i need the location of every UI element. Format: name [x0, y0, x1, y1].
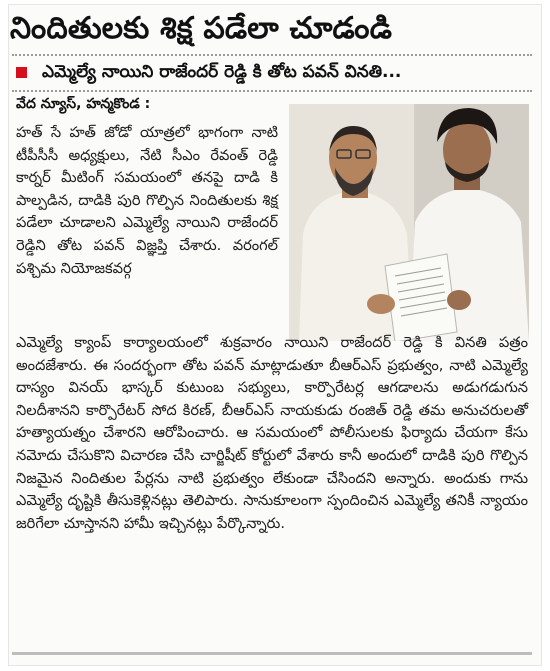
article-byline: వేద న్యూస్, హన్మకొండ : — [16, 96, 151, 112]
photo-illustration — [289, 104, 529, 341]
article-paragraph-top — [16, 122, 278, 280]
divider-middle — [12, 90, 532, 92]
red-square-bullet-icon — [16, 67, 27, 78]
article-photo — [289, 104, 529, 341]
bottom-rule — [12, 652, 532, 655]
paragraph-top-text: హత్ సే హత్ జోడో యాత్రలో భాగంగా నాటి టీపీసీసీ అధ్యక్షులు, నేటి సీఎం రేవంత్ రెడ్డి కార్నర్ మీటింగ్ సమయంలో తనపై దాడి కి పాల్పడిన, దాడికి పురి గొల్పిన నిందితులకు శిక్ష పడేలా చూడాలని ఎమ్మెల్యే నాయిని రాజేందర్ రెడ్డిని తోట పవన్ విజ్ఞప్తి చేశారు. వరంగల్ పశ్చిమ నియోజకవర్గ — [16, 124, 278, 277]
paragraph-bottom-text: ఎమ్మెల్యే క్యాంప్ కార్యాలయంలో శుక్రవారం నాయిని రాజేందర్ రెడ్డి కి వినతి పత్రం అందజేశారు. ఈ సందర్భంగా తోట పవన్ మాట్లాడుతూ బీఆర్ఎస్ ప్రభుత్వం, నాటి ఎమ్మెల్యే దాస్యం వినయ్ భాస్కర్ కుటుంబ సభ్యులు, కార్పొరేటర్ల ఆగడాలను అడుగడుగున నిలదీశానని కార్పొరేటర్ సోద కిరణ్, బీఆర్ఎస్ నాయకుడు రంజిత్ రెడ్డి తమ అనుచరులతో హత్యాయత్నం చేశారని ఆరోపించారు. ఆ సమయంలో పోలీసులకు ఫిర్యాదు చేయగా కేసు నమోదు చేసుకొని విచారణ చేసి చార్జిషీట్ కోర్టులో వేశారు కానీ అందులో దాడికి పురి గొల్పిన నిజమైన నిందితుల పేర్లను నాటి ప్రభుత్వం లేకుండా చేసిందని అన్నారు. అందుకు గాను ఎమ్మెల్యే దృష్టికి తీసుకెళ్లినట్లు తెలిపారు. సానుకూలంగా స్పందించిన ఎమ్మెల్యే తనికీ న్యాయం జరిగేలా చూస్తానని హామీ ఇచ్చినట్లు పేర్కొన్నారు. — [16, 334, 528, 532]
article-headline: నిందితులకు శిక్ష పడేలా చూడండి — [10, 11, 393, 46]
article-subheadline: ఎమ్మెల్యే నాయిని రాజేందర్ రెడ్డి కి తోట పవన్ వినతి... — [42, 62, 402, 82]
divider-top — [12, 54, 532, 56]
subheadline-row — [14, 60, 524, 86]
petition-document — [385, 254, 457, 341]
article-paragraph-bottom — [16, 332, 528, 535]
